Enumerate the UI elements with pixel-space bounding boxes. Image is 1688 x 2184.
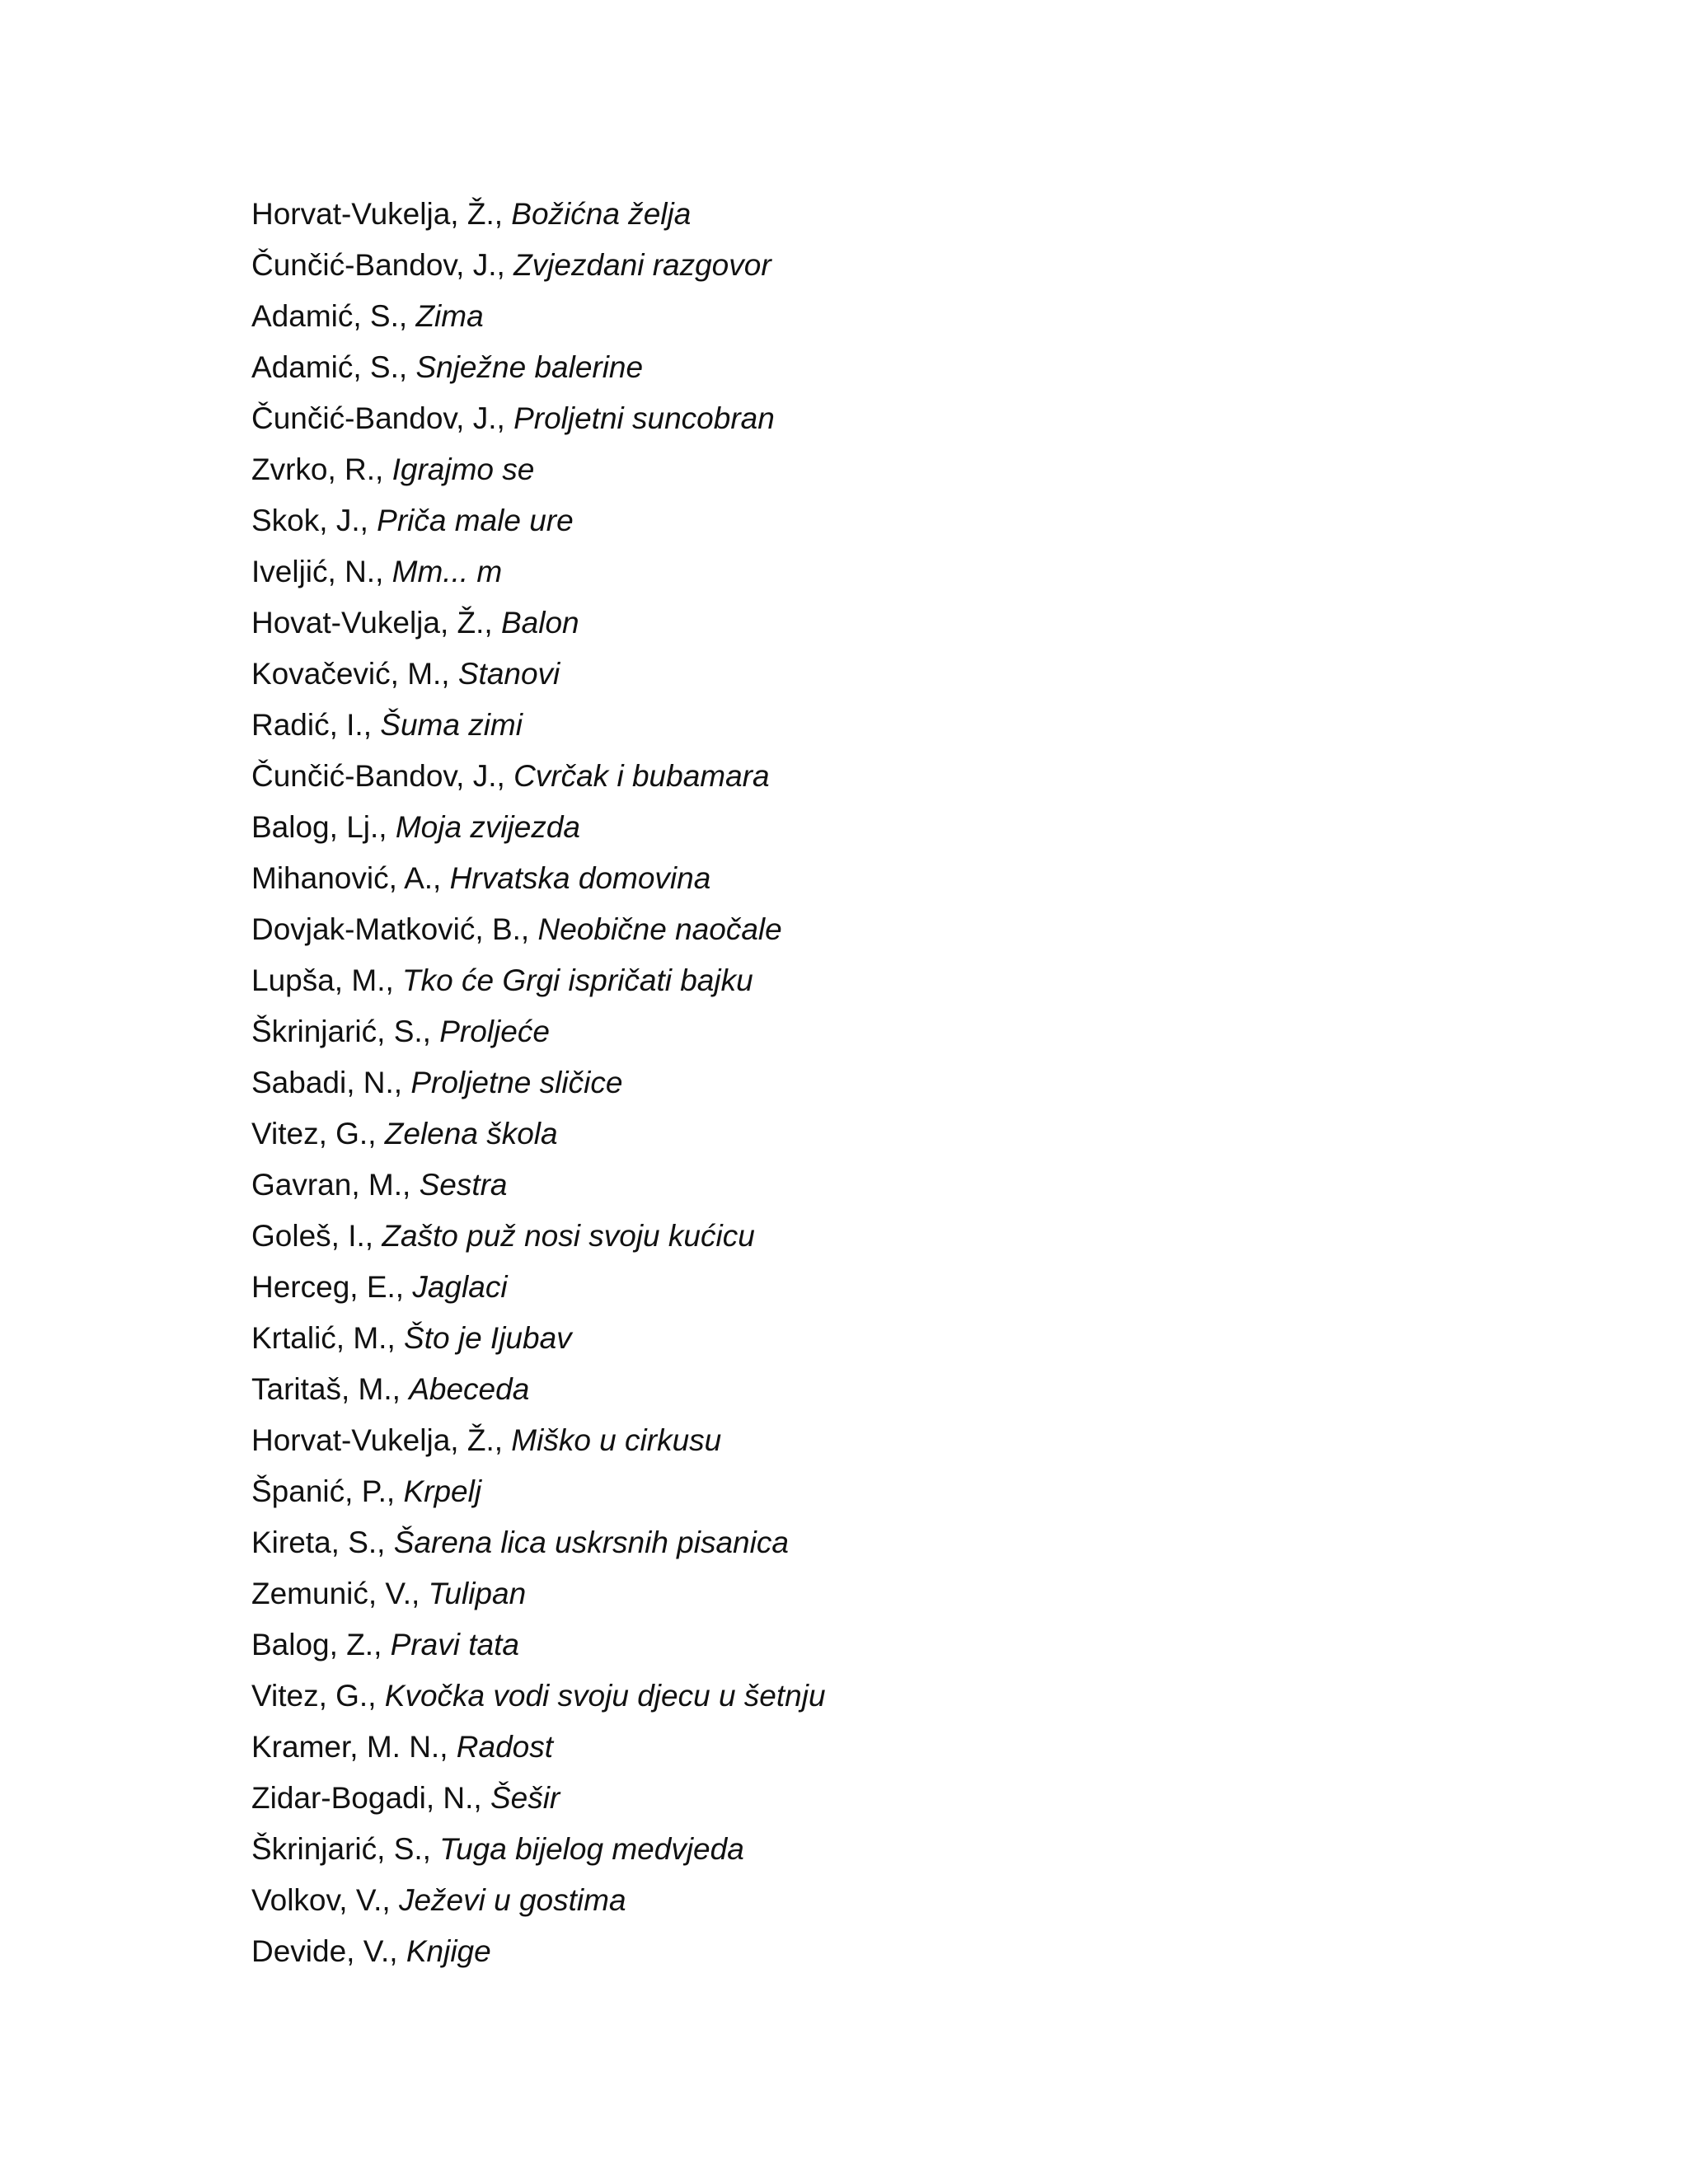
entry-title: Tko će Grgi ispričati bajku	[402, 963, 753, 997]
entry-author: Čunčić-Bandov, J.,	[251, 401, 514, 435]
entry-author: Adamić, S.,	[251, 350, 416, 384]
entry-title: Cvrčak i bubamara	[513, 759, 770, 793]
entry-title: Sestra	[419, 1168, 508, 1202]
list-item	[251, 912, 826, 963]
list-item	[251, 860, 826, 912]
entry-author: Čunčić-Bandov, J.,	[251, 759, 514, 793]
entry-author: Gavran, M.,	[251, 1168, 420, 1202]
entry-title: Radost	[456, 1730, 553, 1764]
entry-title: Šešir	[490, 1781, 560, 1815]
entry-author: Radić, I.,	[251, 708, 381, 742]
entry-title: Proljetni suncobran	[513, 401, 775, 435]
list-item	[251, 1831, 826, 1882]
bibliography-list	[251, 196, 826, 1985]
entry-title: Mm... m	[392, 555, 503, 588]
entry-title: Jaglaci	[412, 1270, 508, 1304]
entry-title: Zelena škola	[384, 1117, 558, 1151]
list-item	[251, 758, 826, 809]
list-item	[251, 1627, 826, 1678]
entry-author: Vitez, G.,	[251, 1117, 385, 1151]
entry-title: Neobične naočale	[537, 912, 782, 946]
entry-title: Pravi tata	[390, 1628, 519, 1661]
list-item	[251, 1780, 826, 1831]
entry-author: Zvrko, R.,	[251, 452, 392, 486]
entry-author: Zidar-Bogadi, N.,	[251, 1781, 490, 1815]
entry-title: Proljetne sličice	[410, 1066, 623, 1099]
entry-author: Taritaš, M.,	[251, 1372, 410, 1406]
list-item	[251, 1474, 826, 1525]
entry-title: Ježevi u gostima	[398, 1883, 626, 1917]
entry-author: Devide, V.,	[251, 1934, 406, 1968]
list-item	[251, 1014, 826, 1065]
list-item	[251, 1422, 826, 1474]
entry-title: Igrajmo se	[392, 452, 535, 486]
entry-author: Balog, Z.,	[251, 1628, 391, 1661]
entry-author: Volkov, V.,	[251, 1883, 399, 1917]
entry-author: Krtalić, M.,	[251, 1321, 405, 1355]
entry-title: Tuga bijelog medvjeda	[439, 1832, 744, 1866]
entry-title: Zvjezdani razgovor	[513, 248, 771, 282]
list-item	[251, 1882, 826, 1933]
entry-title: Kvočka vodi svoju djecu u šetnju	[384, 1679, 826, 1713]
list-item	[251, 809, 826, 860]
entry-author: Horvat-Vukelja, Ž.,	[251, 1423, 512, 1457]
list-item	[251, 1525, 826, 1576]
entry-author: Sabadi, N.,	[251, 1066, 411, 1099]
list-item	[251, 1218, 826, 1269]
entry-author: Iveljić, N.,	[251, 555, 392, 588]
entry-title: Knjige	[406, 1934, 491, 1968]
list-item	[251, 503, 826, 554]
entry-title: Božićna želja	[511, 197, 692, 231]
entry-author: Hovat-Vukelja, Ž.,	[251, 606, 501, 640]
list-item	[251, 1371, 826, 1422]
entry-title: Hrvatska domovina	[449, 861, 711, 895]
entry-author: Škrinjarić, S.,	[251, 1832, 440, 1866]
list-item	[251, 707, 826, 758]
list-item	[251, 1933, 826, 1985]
list-item	[251, 349, 826, 401]
entry-title: Abeceda	[409, 1372, 530, 1406]
entry-author: Španić, P.,	[251, 1474, 404, 1508]
entry-title: Šuma zimi	[380, 708, 523, 742]
entry-author: Kramer, M. N.,	[251, 1730, 457, 1764]
entry-title: Balon	[500, 606, 579, 640]
entry-author: Lupša, M.,	[251, 963, 403, 997]
entry-title: Snježne balerine	[415, 350, 644, 384]
entry-author: Vitez, G.,	[251, 1679, 385, 1713]
list-item	[251, 1320, 826, 1371]
list-item	[251, 452, 826, 503]
list-item	[251, 1116, 826, 1167]
entry-title: Krpelj	[403, 1474, 482, 1508]
list-item	[251, 196, 826, 247]
entry-author: Zemunić, V.,	[251, 1577, 429, 1610]
entry-title: Stanovi	[457, 657, 560, 691]
entry-title: Zašto puž nosi svoju kućicu	[382, 1219, 755, 1253]
list-item	[251, 554, 826, 605]
entry-title: Miško u cirkusu	[511, 1423, 722, 1457]
list-item	[251, 656, 826, 707]
entry-author: Horvat-Vukelja, Ž.,	[251, 197, 512, 231]
entry-title: Zima	[415, 299, 484, 333]
entry-author: Čunčić-Bandov, J.,	[251, 248, 514, 282]
entry-author: Kovačević, M.,	[251, 657, 458, 691]
entry-author: Škrinjarić, S.,	[251, 1015, 440, 1048]
list-item	[251, 1269, 826, 1320]
list-item	[251, 298, 826, 349]
entry-author: Herceg, E.,	[251, 1270, 413, 1304]
entry-title: Šarena lica uskrsnih pisanica	[393, 1526, 789, 1559]
list-item	[251, 247, 826, 298]
entry-title: Proljeće	[439, 1015, 550, 1048]
list-item	[251, 1729, 826, 1780]
entry-author: Dovjak-Matković, B.,	[251, 912, 538, 946]
list-item	[251, 1678, 826, 1729]
entry-title: Tulipan	[428, 1577, 527, 1610]
list-item	[251, 1576, 826, 1627]
list-item	[251, 963, 826, 1014]
list-item	[251, 605, 826, 656]
entry-author: Goleš, I.,	[251, 1219, 382, 1253]
entry-title: Moja zvijezda	[395, 810, 580, 844]
entry-author: Kireta, S.,	[251, 1526, 394, 1559]
list-item	[251, 1167, 826, 1218]
entry-author: Mihanović, A.,	[251, 861, 450, 895]
entry-title: Priča male ure	[377, 504, 574, 537]
entry-author: Adamić, S.,	[251, 299, 416, 333]
entry-title: Što je Ijubav	[404, 1321, 572, 1355]
entry-author: Balog, Lj.,	[251, 810, 396, 844]
list-item	[251, 1065, 826, 1116]
entry-author: Skok, J.,	[251, 504, 377, 537]
list-item	[251, 401, 826, 452]
